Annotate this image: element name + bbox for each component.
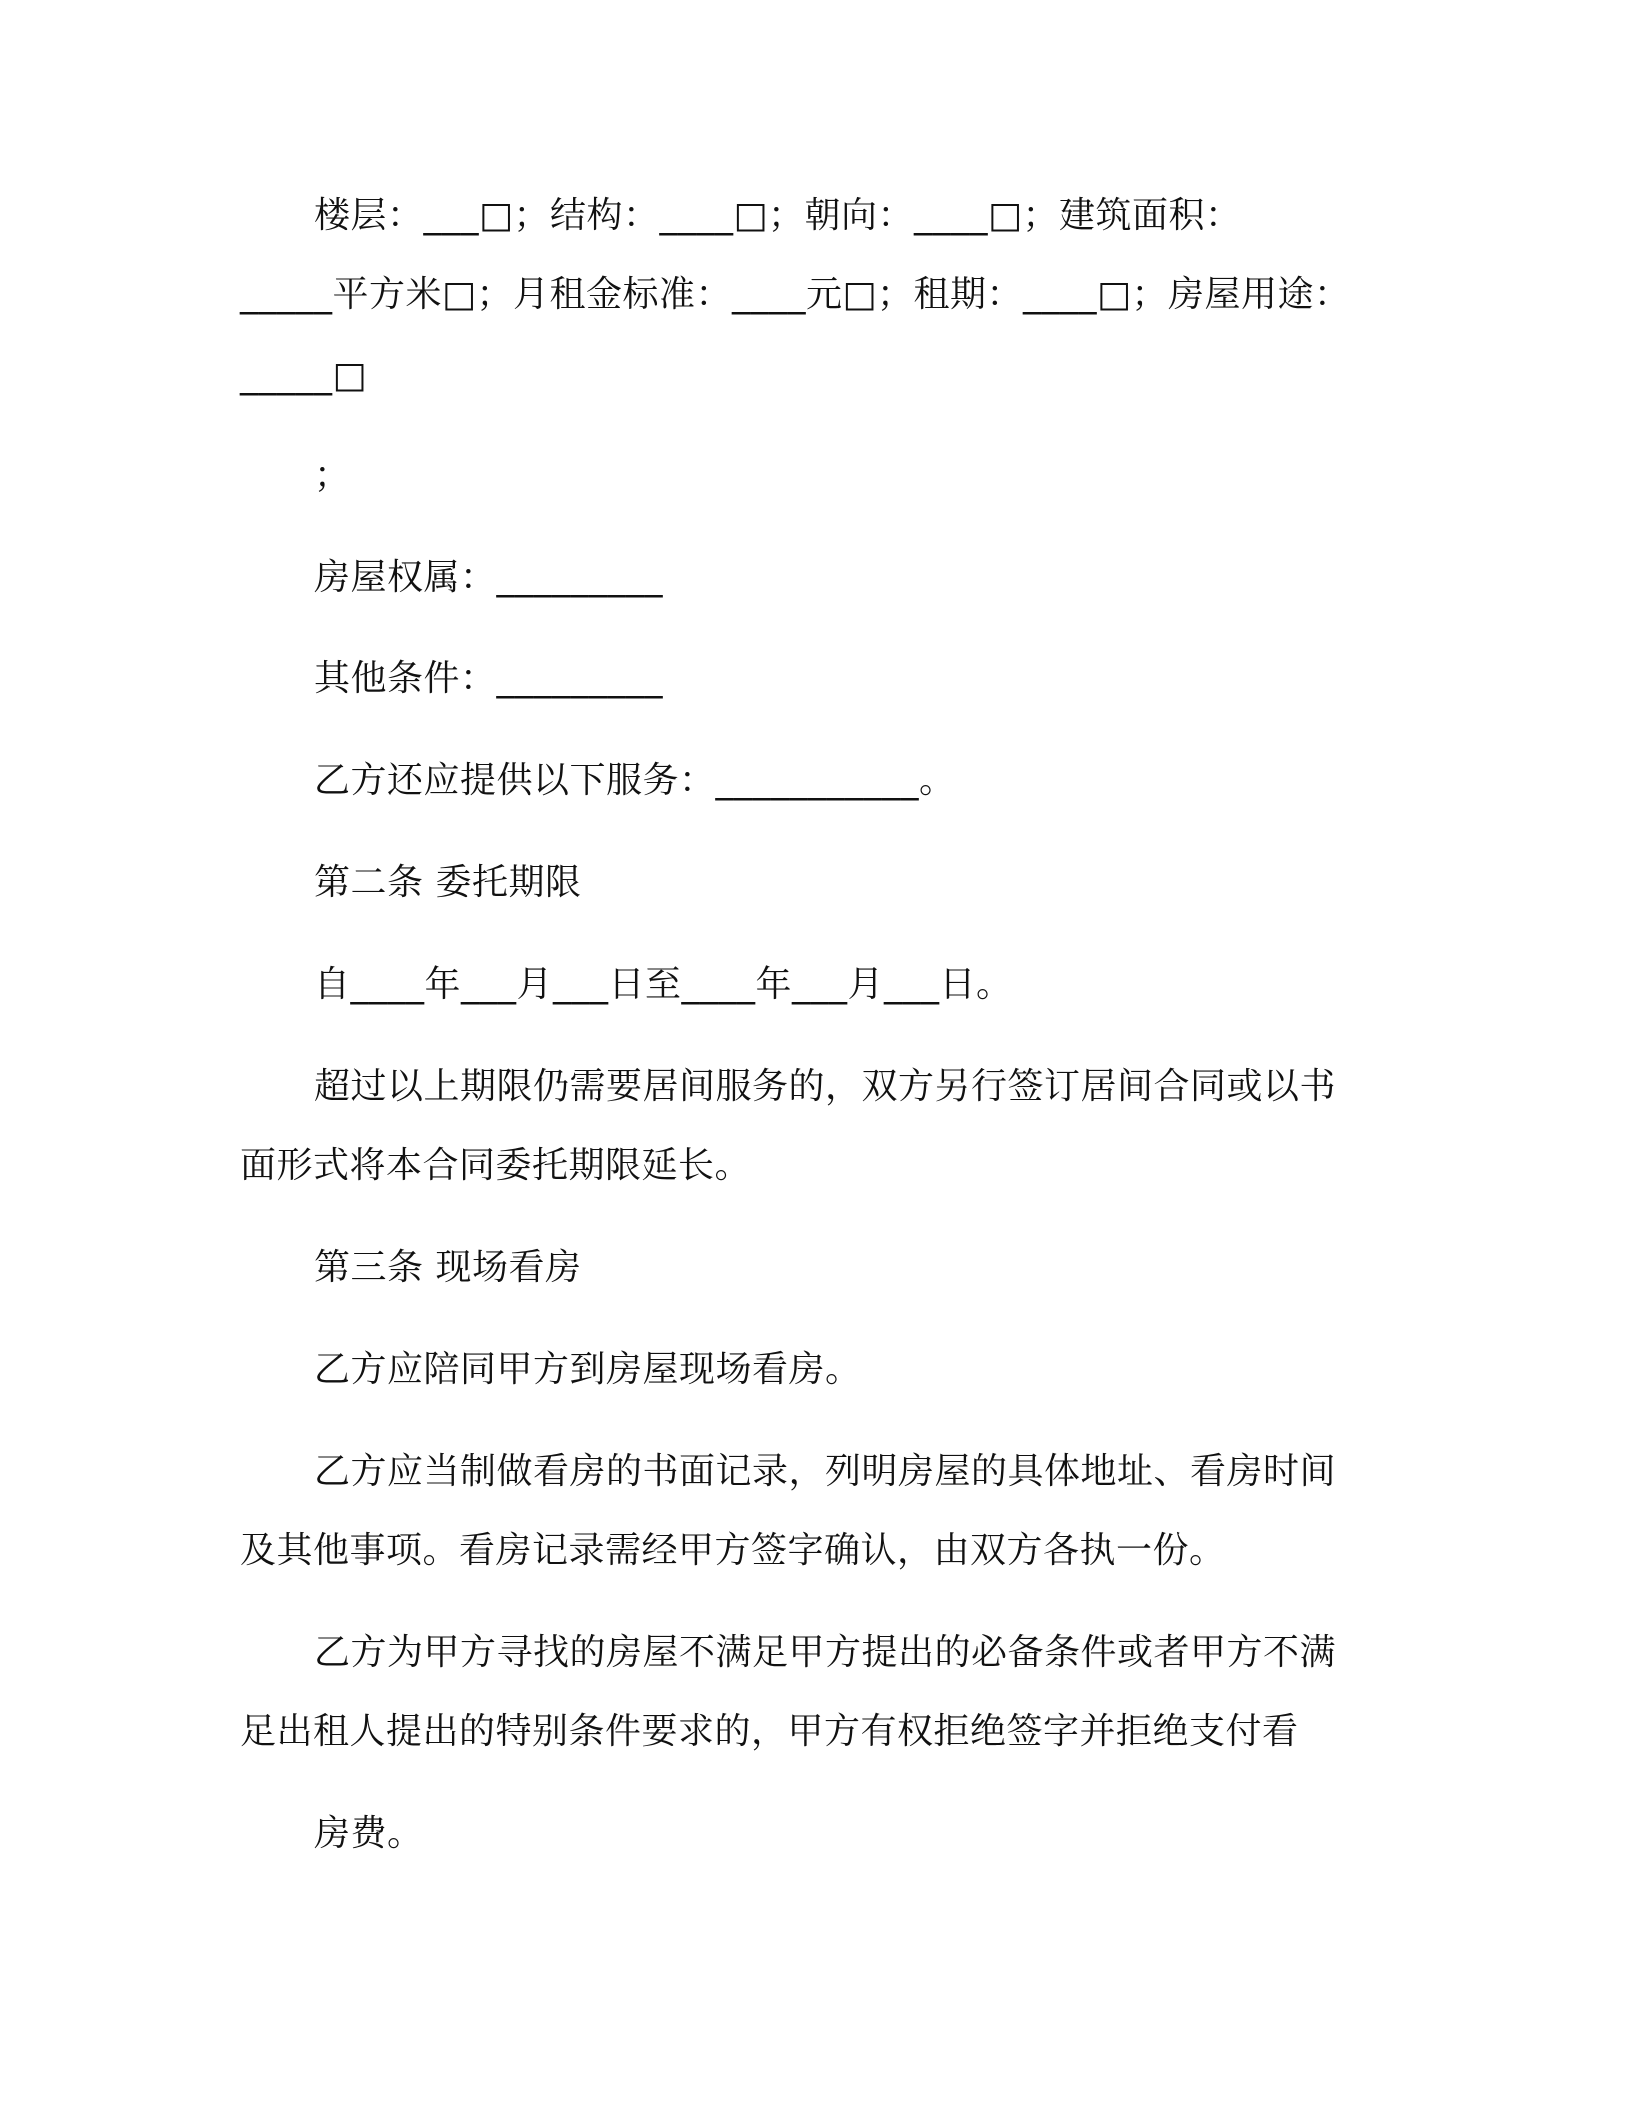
property-details-line-3: _____□ [240,355,368,396]
article-three-heading: 第三条 现场看房 [314,1247,582,1288]
refusal-paragraph-line-1: 乙方为甲方寻找的房屋不满足甲方提出的必备条件或者甲方不满 [314,1632,1337,1673]
additional-services-line: 乙方还应提供以下服务：___________。 [314,760,956,801]
extension-paragraph-line-2: 面形式将本合同委托期限延长。 [240,1145,752,1186]
extension-paragraph-line-1: 超过以上期限仍需要居间服务的，双方另行签订居间合同或以书 [314,1066,1337,1107]
viewing-record-line-1: 乙方应当制做看房的书面记录，列明房屋的具体地址、看房时间 [314,1451,1337,1492]
viewing-record-line-2: 及其他事项。看房记录需经甲方签字确认，由双方各执一份。 [240,1530,1226,1571]
semicolon-line: ； [314,455,351,496]
article-two-heading: 第二条 委托期限 [314,862,582,903]
refusal-paragraph-line-3: 房费。 [314,1813,424,1854]
property-ownership-line: 房屋权属：_________ [314,557,664,598]
other-conditions-line: 其他条件：_________ [314,658,664,699]
property-details-line-1: 楼层：___□；结构：____□；朝向：____□；建筑面积： [314,195,1242,236]
property-details-line-2: _____平方米□；月租金标准：____元□；租期：____□；房屋用途： [240,274,1351,315]
viewing-paragraph: 乙方应陪同甲方到房屋现场看房。 [314,1349,862,1390]
entrustment-period-line: 自____年___月___日至____年___月___日。 [314,964,1013,1005]
refusal-paragraph-line-2: 足出租人提出的特别条件要求的，甲方有权拒绝签字并拒绝支付看 [240,1711,1299,1752]
